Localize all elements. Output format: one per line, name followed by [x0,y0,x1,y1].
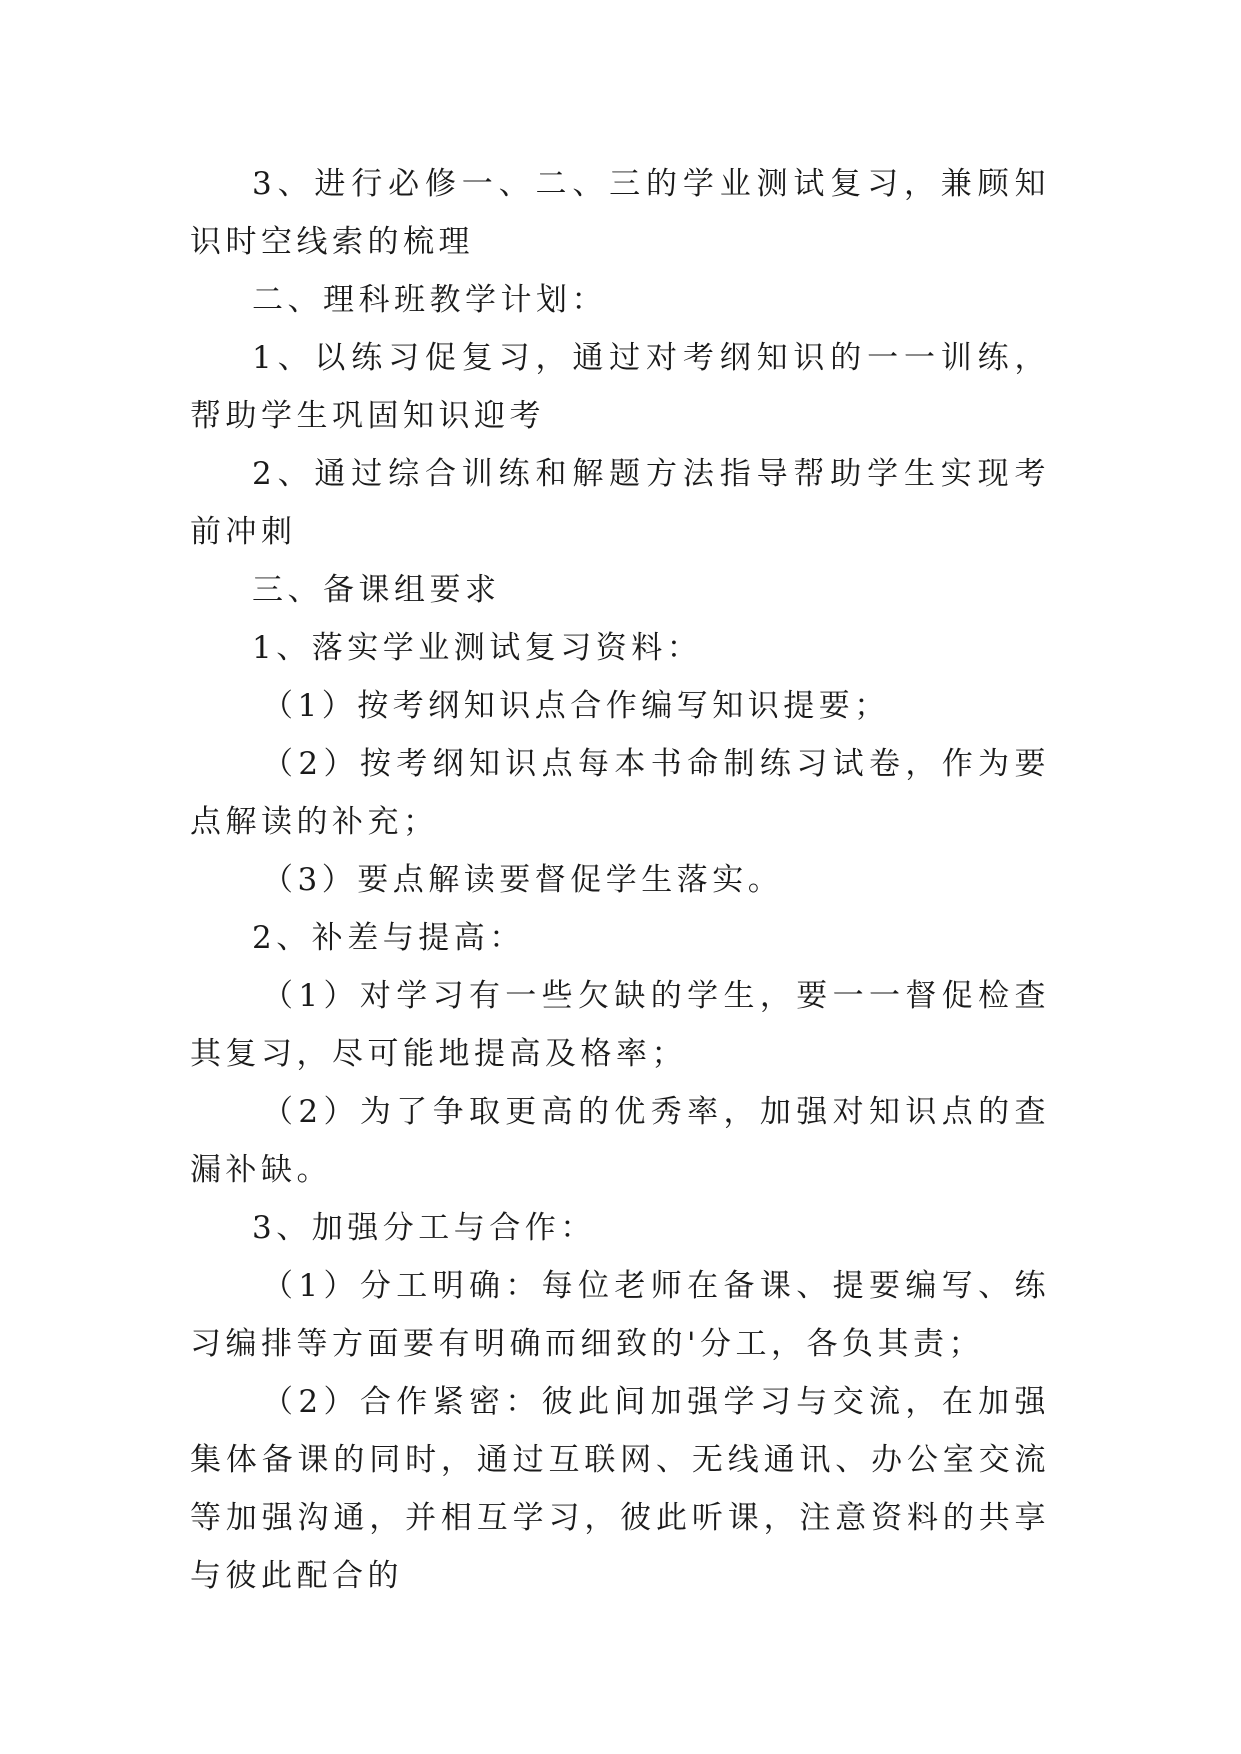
heading-science-class-plan: 二、理科班教学计划： [252,282,607,318]
paragraph-science-item-1: 1、以练习促复习，通过对考纲知识的一一训练，帮助学生巩固知识迎考 [190,340,1050,434]
paragraph-review-item-3: 3、进行必修一、二、三的学业测试复习，兼顾知识时空线索的梳理 [190,166,1050,260]
paragraph-science-item-2: 2、通过综合训练和解题方法指导帮助学生实现考前冲刺 [190,456,1050,550]
paragraph-requirement-2-sub-1: （1）对学习有一些欠缺的学生，要一一督促检查其复习，尽可能地提高及格率； [190,978,1050,1072]
paragraph-requirement-1-sub-2: （2）按考纲知识点每本书命制练习试卷，作为要点解读的补充； [190,746,1050,840]
paragraph-requirement-3: 3、加强分工与合作： [252,1210,596,1246]
paragraph-requirement-3-sub-1: （1）分工明确：每位老师在备课、提要编写、练习编排等方面要有明确而细致的'分工，各负其责； [190,1268,1050,1362]
paragraph-requirement-3-sub-2: （2）合作紧密：彼此间加强学习与交流，在加强集体备课的同时，通过互联网、无线通讯、办公室交流等加强沟通，并相互学习，彼此听课，注意资料的共享与彼此配合的 [190,1384,1050,1594]
paragraph-requirement-1-sub-1: （1）按考纲知识点合作编写知识提要； [262,688,890,724]
heading-lesson-group-requirements: 三、备课组要求 [252,572,501,608]
paragraph-requirement-1-sub-3: （3）要点解读要督促学生落实。 [262,862,784,898]
paragraph-requirement-2-sub-2: （2）为了争取更高的优秀率，加强对知识点的查漏补缺。 [190,1094,1050,1188]
paragraph-requirement-2: 2、补差与提高： [252,920,525,956]
paragraph-requirement-1: 1、落实学业测试复习资料： [252,630,703,666]
document-body [190,155,1050,1605]
